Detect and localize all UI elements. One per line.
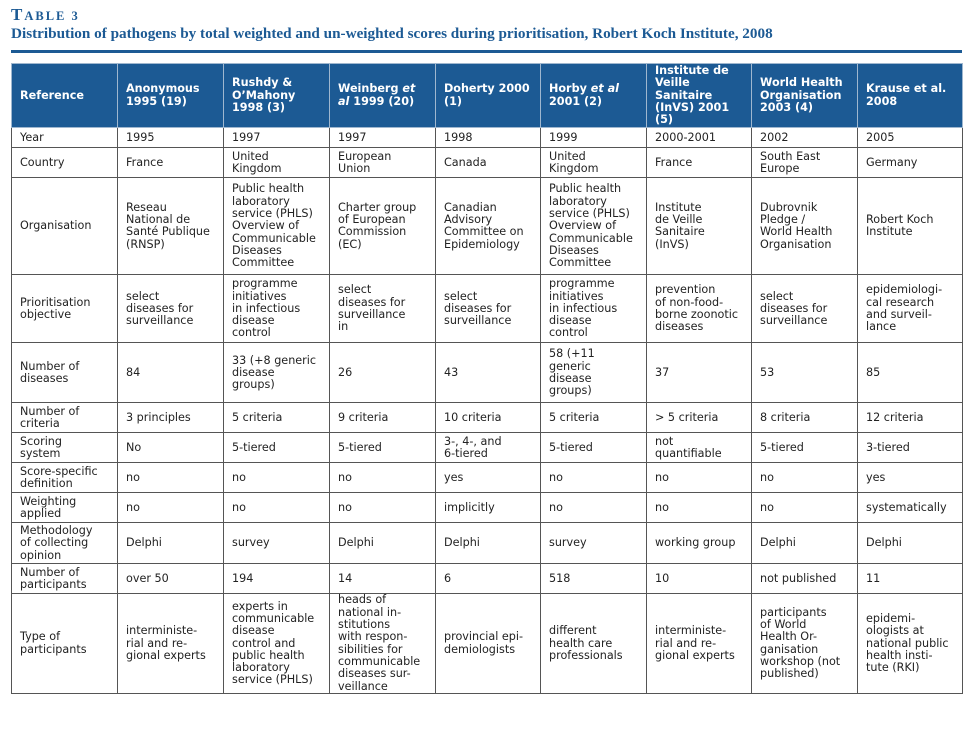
table-label-rest: ABLE 3 (24, 9, 80, 23)
cell-weighting-krause-2008: systematically (858, 493, 963, 523)
header-horby-etal: et al (590, 82, 619, 96)
cell-year-anonymous-1995: 1995 (118, 128, 224, 148)
row-scoring-system (12, 433, 963, 463)
row-methodology (12, 523, 963, 564)
cell-year-krause-2008: 2005 (858, 128, 963, 148)
cell-type-participants-doherty-2000: provincial epi- demiologists (436, 594, 541, 693)
cell-score-definition-rushdy-1998: no (224, 463, 330, 493)
header-who-2003: World Health Organisation 2003 (4) (752, 64, 858, 128)
row-type-participants (12, 594, 963, 693)
cell-methodology-anonymous-1995: Delphi (118, 523, 224, 564)
cell-weighting-weinberg-1999: no (330, 493, 436, 523)
cell-score-definition-who-2003: no (752, 463, 858, 493)
row-organisation (12, 178, 963, 275)
cell-scoring-system-invs-2001: not quantifiable (647, 433, 752, 463)
cell-methodology-invs-2001: working group (647, 523, 752, 564)
cell-type-participants-rushdy-1998: experts in communicable disease control and public health laboratory service (PHLS) (224, 594, 330, 693)
row-label-weighting: Weighting applied (12, 493, 118, 523)
cell-organisation-invs-2001: Institute de Veille Sanitaire (InVS) (647, 178, 752, 275)
cell-weighting-rushdy-1998: no (224, 493, 330, 523)
cell-scoring-system-who-2003: 5-tiered (752, 433, 858, 463)
cell-num-participants-anonymous-1995: over 50 (118, 564, 224, 594)
cell-methodology-weinberg-1999: Delphi (330, 523, 436, 564)
cell-scoring-system-krause-2008: 3-tiered (858, 433, 963, 463)
header-weinberg-1999 (330, 64, 436, 128)
row-num-diseases (12, 343, 963, 403)
header-doherty-2000: Doherty 2000 (1) (436, 64, 541, 128)
cell-num-diseases-rushdy-1998: 33 (+8 generic disease groups) (224, 343, 330, 403)
row-weighting (12, 493, 963, 523)
cell-num-diseases-anonymous-1995: 84 (118, 343, 224, 403)
row-label-objective: Prioritisation objective (12, 275, 118, 343)
header-krause-2008: Krause et al. 2008 (858, 64, 963, 128)
row-label-num-participants: Number of participants (12, 564, 118, 594)
row-label-methodology: Methodology of collecting opinion (12, 523, 118, 564)
cell-objective-doherty-2000: select diseases for surveillance (436, 275, 541, 343)
header-reference: Reference (12, 64, 118, 128)
cell-methodology-doherty-2000: Delphi (436, 523, 541, 564)
cell-num-diseases-krause-2008: 85 (858, 343, 963, 403)
header-weinberg-author: Weinberg (338, 82, 403, 96)
cell-type-participants-weinberg-1999: heads of national in- stitutions with respon- sibilities for communicable diseases sur- veillance (330, 594, 436, 693)
row-country (12, 148, 963, 178)
cell-organisation-krause-2008: Robert Koch Institute (858, 178, 963, 275)
cell-methodology-krause-2008: Delphi (858, 523, 963, 564)
cell-weighting-horby-2001: no (541, 493, 647, 523)
header-weinberg-etal: et al (338, 82, 416, 108)
cell-num-diseases-horby-2001: 58 (+11 generic disease groups) (541, 343, 647, 403)
cell-num-criteria-invs-2001: > 5 criteria (647, 403, 752, 433)
cell-num-participants-rushdy-1998: 194 (224, 564, 330, 594)
row-year (12, 128, 963, 148)
header-row (12, 64, 963, 128)
cell-organisation-doherty-2000: Canadian Advisory Committee on Epidemiology (436, 178, 541, 275)
cell-objective-rushdy-1998: programme initiatives in infectious disease control (224, 275, 330, 343)
header-horby-author: Horby (549, 82, 591, 96)
cell-weighting-who-2003: no (752, 493, 858, 523)
row-num-participants (12, 564, 963, 594)
cell-scoring-system-anonymous-1995: No (118, 433, 224, 463)
cell-weighting-anonymous-1995: no (118, 493, 224, 523)
cell-objective-horby-2001: programme initiatives in infectious disease control (541, 275, 647, 343)
table-label-initial: T (11, 5, 25, 24)
cell-num-criteria-weinberg-1999: 9 criteria (330, 403, 436, 433)
header-invs-2001: Institute de Veille Sanitaire (InVS) 2001 (5) (647, 64, 752, 128)
cell-scoring-system-horby-2001: 5-tiered (541, 433, 647, 463)
cell-num-participants-horby-2001: 518 (541, 564, 647, 594)
row-label-scoring-system: Scoring system (12, 433, 118, 463)
cell-scoring-system-doherty-2000: 3-, 4-, and 6-tiered (436, 433, 541, 463)
cell-num-participants-doherty-2000: 6 (436, 564, 541, 594)
header-rushdy-1998: Rushdy & O’Mahony 1998 (3) (224, 64, 330, 128)
cell-score-definition-weinberg-1999: no (330, 463, 436, 493)
table-caption: Distribution of pathogens by total weighted and un-weighted scores during prioritisation, Robert Koch Institute, 2008 (11, 25, 773, 42)
cell-objective-weinberg-1999: select diseases for surveillance in (330, 275, 436, 343)
cell-objective-invs-2001: prevention of non-food- borne zoonotic diseases (647, 275, 752, 343)
cell-methodology-horby-2001: survey (541, 523, 647, 564)
row-label-country: Country (12, 148, 118, 178)
header-horby-year: 2001 (2) (549, 94, 603, 108)
cell-organisation-horby-2001: Public health laboratory service (PHLS) Overview of Communicable Diseases Committee (541, 178, 647, 275)
cell-num-participants-invs-2001: 10 (647, 564, 752, 594)
cell-type-participants-invs-2001: interministe- rial and re- gional experts (647, 594, 752, 693)
cell-num-participants-who-2003: not published (752, 564, 858, 594)
table-number-label (11, 6, 962, 25)
header-horby-2001 (541, 64, 647, 128)
row-label-num-criteria: Number of criteria (12, 403, 118, 433)
cell-country-rushdy-1998: United Kingdom (224, 148, 330, 178)
cell-methodology-rushdy-1998: survey (224, 523, 330, 564)
row-score-definition (12, 463, 963, 493)
cell-num-diseases-weinberg-1999: 26 (330, 343, 436, 403)
cell-weighting-doherty-2000: implicitly (436, 493, 541, 523)
pathogen-prioritisation-table (11, 63, 963, 694)
cell-score-definition-anonymous-1995: no (118, 463, 224, 493)
cell-num-participants-weinberg-1999: 14 (330, 564, 436, 594)
cell-year-rushdy-1998: 1997 (224, 128, 330, 148)
cell-country-anonymous-1995: France (118, 148, 224, 178)
row-label-organisation: Organisation (12, 178, 118, 275)
cell-year-weinberg-1999: 1997 (330, 128, 436, 148)
cell-country-invs-2001: France (647, 148, 752, 178)
cell-country-who-2003: South East Europe (752, 148, 858, 178)
row-objective (12, 275, 963, 343)
cell-scoring-system-rushdy-1998: 5-tiered (224, 433, 330, 463)
cell-num-criteria-horby-2001: 5 criteria (541, 403, 647, 433)
row-label-score-definition: Score-specific definition (12, 463, 118, 493)
caption-divider (11, 50, 962, 53)
cell-num-criteria-who-2003: 8 criteria (752, 403, 858, 433)
row-label-num-diseases: Number of diseases (12, 343, 118, 403)
cell-organisation-anonymous-1995: Reseau National de Santé Publique (RNSP) (118, 178, 224, 275)
cell-num-participants-krause-2008: 11 (858, 564, 963, 594)
cell-objective-anonymous-1995: select diseases for surveillance (118, 275, 224, 343)
cell-score-definition-krause-2008: yes (858, 463, 963, 493)
cell-organisation-rushdy-1998: Public health laboratory service (PHLS) Overview of Communicable Diseases Committee (224, 178, 330, 275)
cell-num-diseases-doherty-2000: 43 (436, 343, 541, 403)
cell-country-weinberg-1999: European Union (330, 148, 436, 178)
cell-num-criteria-doherty-2000: 10 criteria (436, 403, 541, 433)
cell-score-definition-horby-2001: no (541, 463, 647, 493)
cell-objective-who-2003: select diseases for surveillance (752, 275, 858, 343)
cell-scoring-system-weinberg-1999: 5-tiered (330, 433, 436, 463)
row-label-year: Year (12, 128, 118, 148)
cell-num-criteria-anonymous-1995: 3 principles (118, 403, 224, 433)
cell-type-participants-horby-2001: different health care professionals (541, 594, 647, 693)
cell-year-doherty-2000: 1998 (436, 128, 541, 148)
cell-country-doherty-2000: Canada (436, 148, 541, 178)
cell-organisation-weinberg-1999: Charter group of European Commission (EC) (330, 178, 436, 275)
header-anonymous-1995: Anonymous 1995 (19) (118, 64, 224, 128)
cell-country-horby-2001: United Kingdom (541, 148, 647, 178)
cell-num-criteria-krause-2008: 12 criteria (858, 403, 963, 433)
cell-weighting-invs-2001: no (647, 493, 752, 523)
cell-type-participants-anonymous-1995: interministe- rial and re- gional experts (118, 594, 224, 693)
cell-objective-krause-2008: epidemiologi- cal research and surveil- lance (858, 275, 963, 343)
cell-score-definition-invs-2001: no (647, 463, 752, 493)
cell-score-definition-doherty-2000: yes (436, 463, 541, 493)
header-weinberg-year: 1999 (20) (349, 94, 415, 108)
cell-organisation-who-2003: Dubrovnik Pledge / World Health Organisation (752, 178, 858, 275)
cell-num-diseases-invs-2001: 37 (647, 343, 752, 403)
cell-methodology-who-2003: Delphi (752, 523, 858, 564)
row-num-criteria (12, 403, 963, 433)
cell-type-participants-krause-2008: epidemi- ologists at national public health insti- tute (RKI) (858, 594, 963, 693)
table-body (12, 128, 963, 693)
cell-num-criteria-rushdy-1998: 5 criteria (224, 403, 330, 433)
row-label-type-participants: Type of participants (12, 594, 118, 693)
cell-year-invs-2001: 2000-2001 (647, 128, 752, 148)
cell-type-participants-who-2003: participants of World Health Or- ganisation workshop (not published) (752, 594, 858, 693)
cell-year-horby-2001: 1999 (541, 128, 647, 148)
cell-country-krause-2008: Germany (858, 148, 963, 178)
cell-year-who-2003: 2002 (752, 128, 858, 148)
cell-num-diseases-who-2003: 53 (752, 343, 858, 403)
